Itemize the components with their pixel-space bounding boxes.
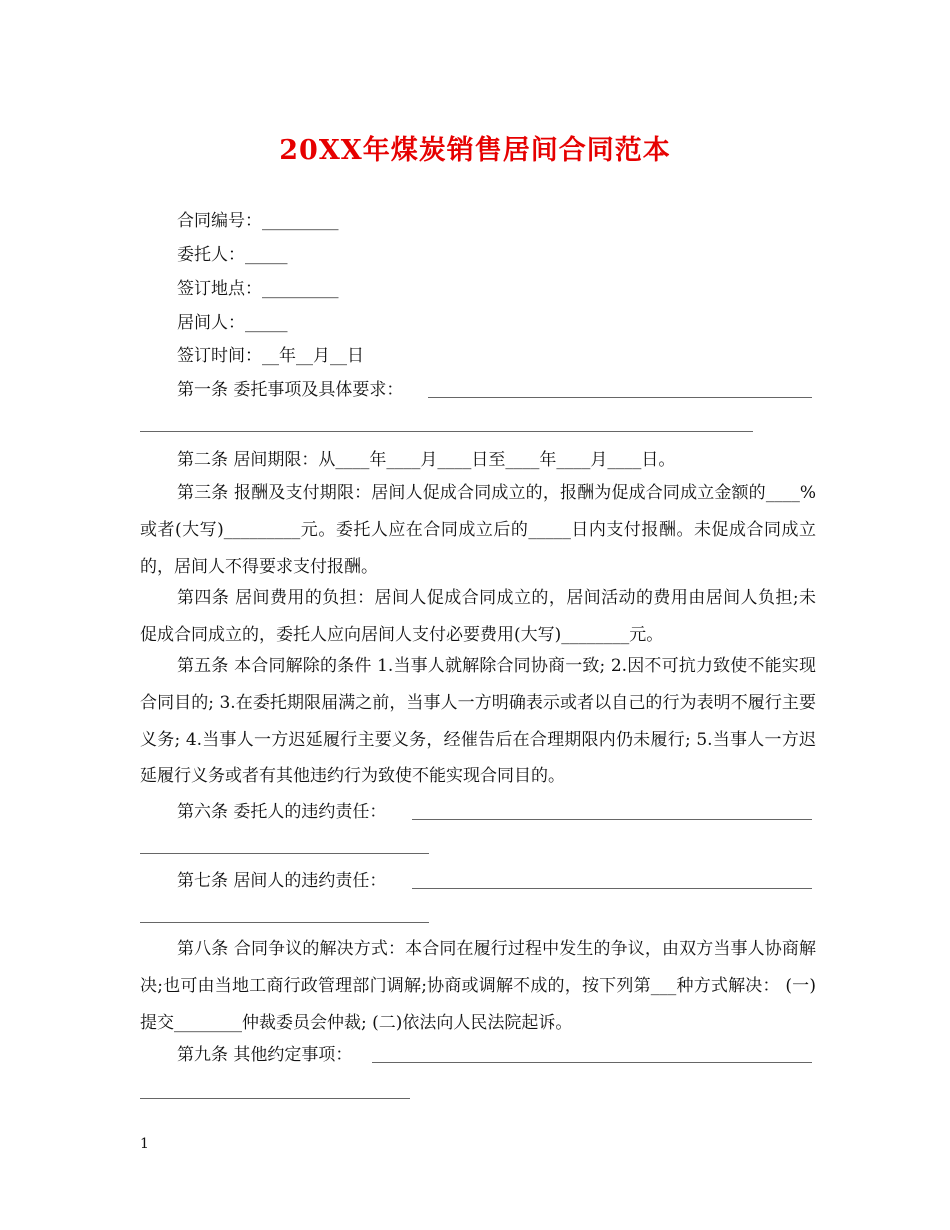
article-1-fill-line-2 — [140, 431, 753, 432]
article-9-heading: 第九条 其他约定事项： — [177, 1045, 353, 1065]
signing-place-line: 签订地点：_________ — [177, 279, 339, 299]
article-8: 第八条 合同争议的解决方式：本合同在履行过程中发生的争议，由双方当事人协商解决;也可由当地工商行政管理部门调解;协商或调解不成的，按下列第___种方式解决： (一)提交________仲裁委员会仲裁; (二)依法向人民法院起诉。 — [140, 939, 816, 1033]
client-line: 委托人：_____ — [177, 245, 288, 265]
article-6-fill-line-2 — [140, 853, 429, 854]
article-2: 第二条 居间期限：从____年____月____日至____年____月____日。 — [177, 450, 676, 470]
article-6-fill-line — [412, 819, 812, 820]
article-7-fill-line-2 — [140, 922, 429, 923]
article-3: 第三条 报酬及支付期限：居间人促成合同成立的，报酬为促成合同成立金额的____%或者(大写)_________元。委托人应在合同成立后的_____日内支付报酬。未促成合同成立的，居间人不得要求支付报酬。 — [140, 483, 816, 577]
document-title: 20XX年煤炭销售居间合同范本 — [279, 135, 671, 166]
article-1-fill-line — [428, 397, 812, 398]
article-1-heading: 第一条 委托事项及具体要求： — [177, 380, 404, 400]
article-9-fill-line — [372, 1062, 812, 1063]
article-9-fill-line-2 — [140, 1098, 410, 1099]
article-7-heading: 第七条 居间人的违约责任： — [177, 871, 387, 891]
page-number: 1 — [140, 1136, 149, 1152]
signing-date-line: 签订时间：__年__月__日 — [177, 346, 364, 366]
article-4: 第四条 居间费用的负担：居间人促成合同成立的，居间活动的费用由居间人负担;未促成合同成立的，委托人应向居间人支付必要费用(大写)________元。 — [140, 588, 816, 645]
article-6-heading: 第六条 委托人的违约责任： — [177, 802, 387, 822]
article-5: 第五条 本合同解除的条件 1.当事人就解除合同协商一致; 2.因不可抗力致使不能实现合同目的; 3.在委托期限届满之前，当事人一方明确表示或者以自己的行为表明不履行主要义务; 4.当事人一方迟延履行主要义务，经催告后在合理期限内仍未履行; 5.当事人一方迟延履行义务或者有其他违约行为致使不能实现合同目的。 — [140, 656, 816, 787]
contract-number-line: 合同编号：_________ — [177, 211, 339, 231]
broker-line: 居间人：_____ — [177, 313, 288, 333]
article-7-fill-line — [412, 888, 812, 889]
